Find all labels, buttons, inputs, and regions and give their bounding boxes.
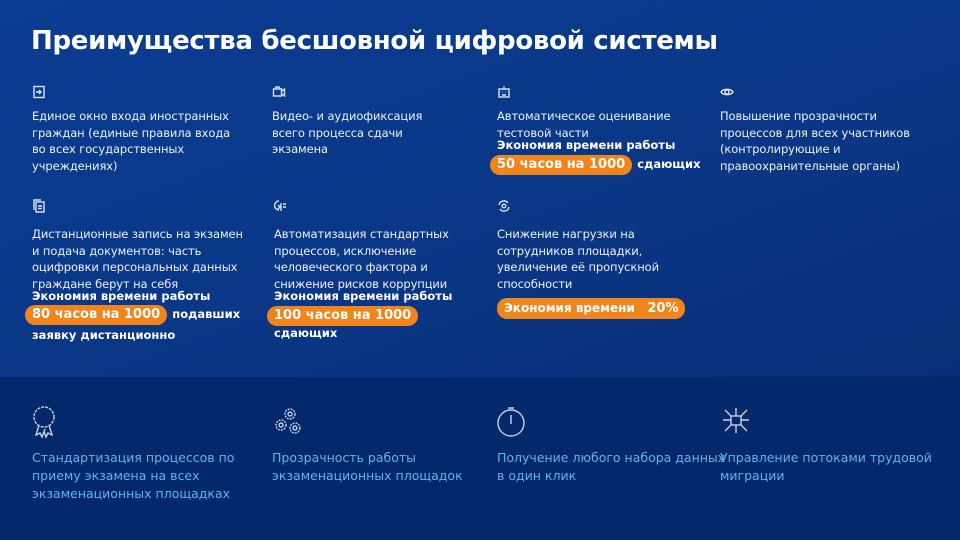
feature-text: Повышение прозрачности процессов для всех участников (контролирующие и правоохранительные органы)	[720, 109, 910, 173]
feature-load-reduction	[497, 198, 687, 319]
feature-text: Видео- и аудиофиксация всего процесса сдачи экзамена	[272, 109, 423, 156]
result-text: Прозрачность работы экзаменационных площадок	[272, 450, 463, 483]
pill-value: 20%	[647, 301, 679, 316]
login-icon	[32, 84, 46, 98]
saving-suffix: подавших заявку дистанционно	[32, 307, 241, 342]
eye-icon	[720, 84, 734, 98]
saving-suffix: сдающих	[274, 326, 338, 340]
saving-suffix: сдающих	[637, 157, 701, 171]
feature-remote-registration	[32, 198, 250, 344]
saving-pill	[497, 298, 685, 319]
saving-label: Экономия времени работы	[32, 289, 211, 303]
result-transparency	[272, 405, 502, 485]
results-panel	[0, 377, 960, 540]
result-migration-management	[720, 405, 950, 485]
feature-single-window	[32, 84, 247, 174]
feature-transparency	[720, 84, 935, 174]
result-data-one-click	[497, 405, 727, 485]
feature-text: Дистанционные запись на экзамен и подача документов: часть оцифровки персональных данных граждане берут на себя	[32, 227, 243, 291]
gears-icon	[272, 424, 306, 443]
network-hub-icon	[720, 424, 754, 443]
feature-auto-grading	[497, 84, 702, 175]
feature-automation	[274, 198, 464, 340]
result-text: Управление потоками трудовой миграции	[720, 450, 932, 483]
saving-label: Экономия времени работы	[274, 289, 453, 303]
video-camera-icon	[272, 84, 286, 98]
award-ribbon-icon	[32, 424, 66, 443]
saving-value-pill: 80 часов на 1000	[25, 305, 167, 325]
stopwatch-icon	[497, 424, 531, 443]
feature-video	[272, 84, 452, 158]
documents-icon	[32, 198, 46, 212]
automation-hand-icon	[274, 198, 288, 212]
refresh-cycle-icon	[497, 198, 511, 212]
saving-label: Экономия времени работы	[497, 138, 676, 152]
slide-title: Преимущества бесшовной цифровой системы	[31, 26, 718, 56]
robot-icon	[497, 84, 511, 98]
feature-text: Снижение нагрузки на сотрудников площадки, увеличение её пропускной способности	[497, 227, 659, 291]
pill-label: Экономия времени	[504, 301, 635, 315]
result-standardization	[32, 405, 262, 503]
saving-value-pill: 50 часов на 1000	[490, 155, 632, 175]
feature-text: Автоматизация стандартных процессов, исключение человеческого фактора и снижение рисков коррупции	[274, 227, 449, 291]
result-text: Стандартизация процессов по приему экзамена на всех экзаменационных площадках	[32, 450, 235, 501]
feature-text: Единое окно входа иностранных граждан (единые правила входа во всех государственных учреждениях)	[32, 109, 231, 173]
saving-value-pill: 100 часов на 1000	[267, 306, 418, 326]
feature-text: Автоматическое оценивание тестовой части	[497, 109, 671, 140]
result-text: Получение любого набора данных в один клик	[497, 450, 726, 483]
